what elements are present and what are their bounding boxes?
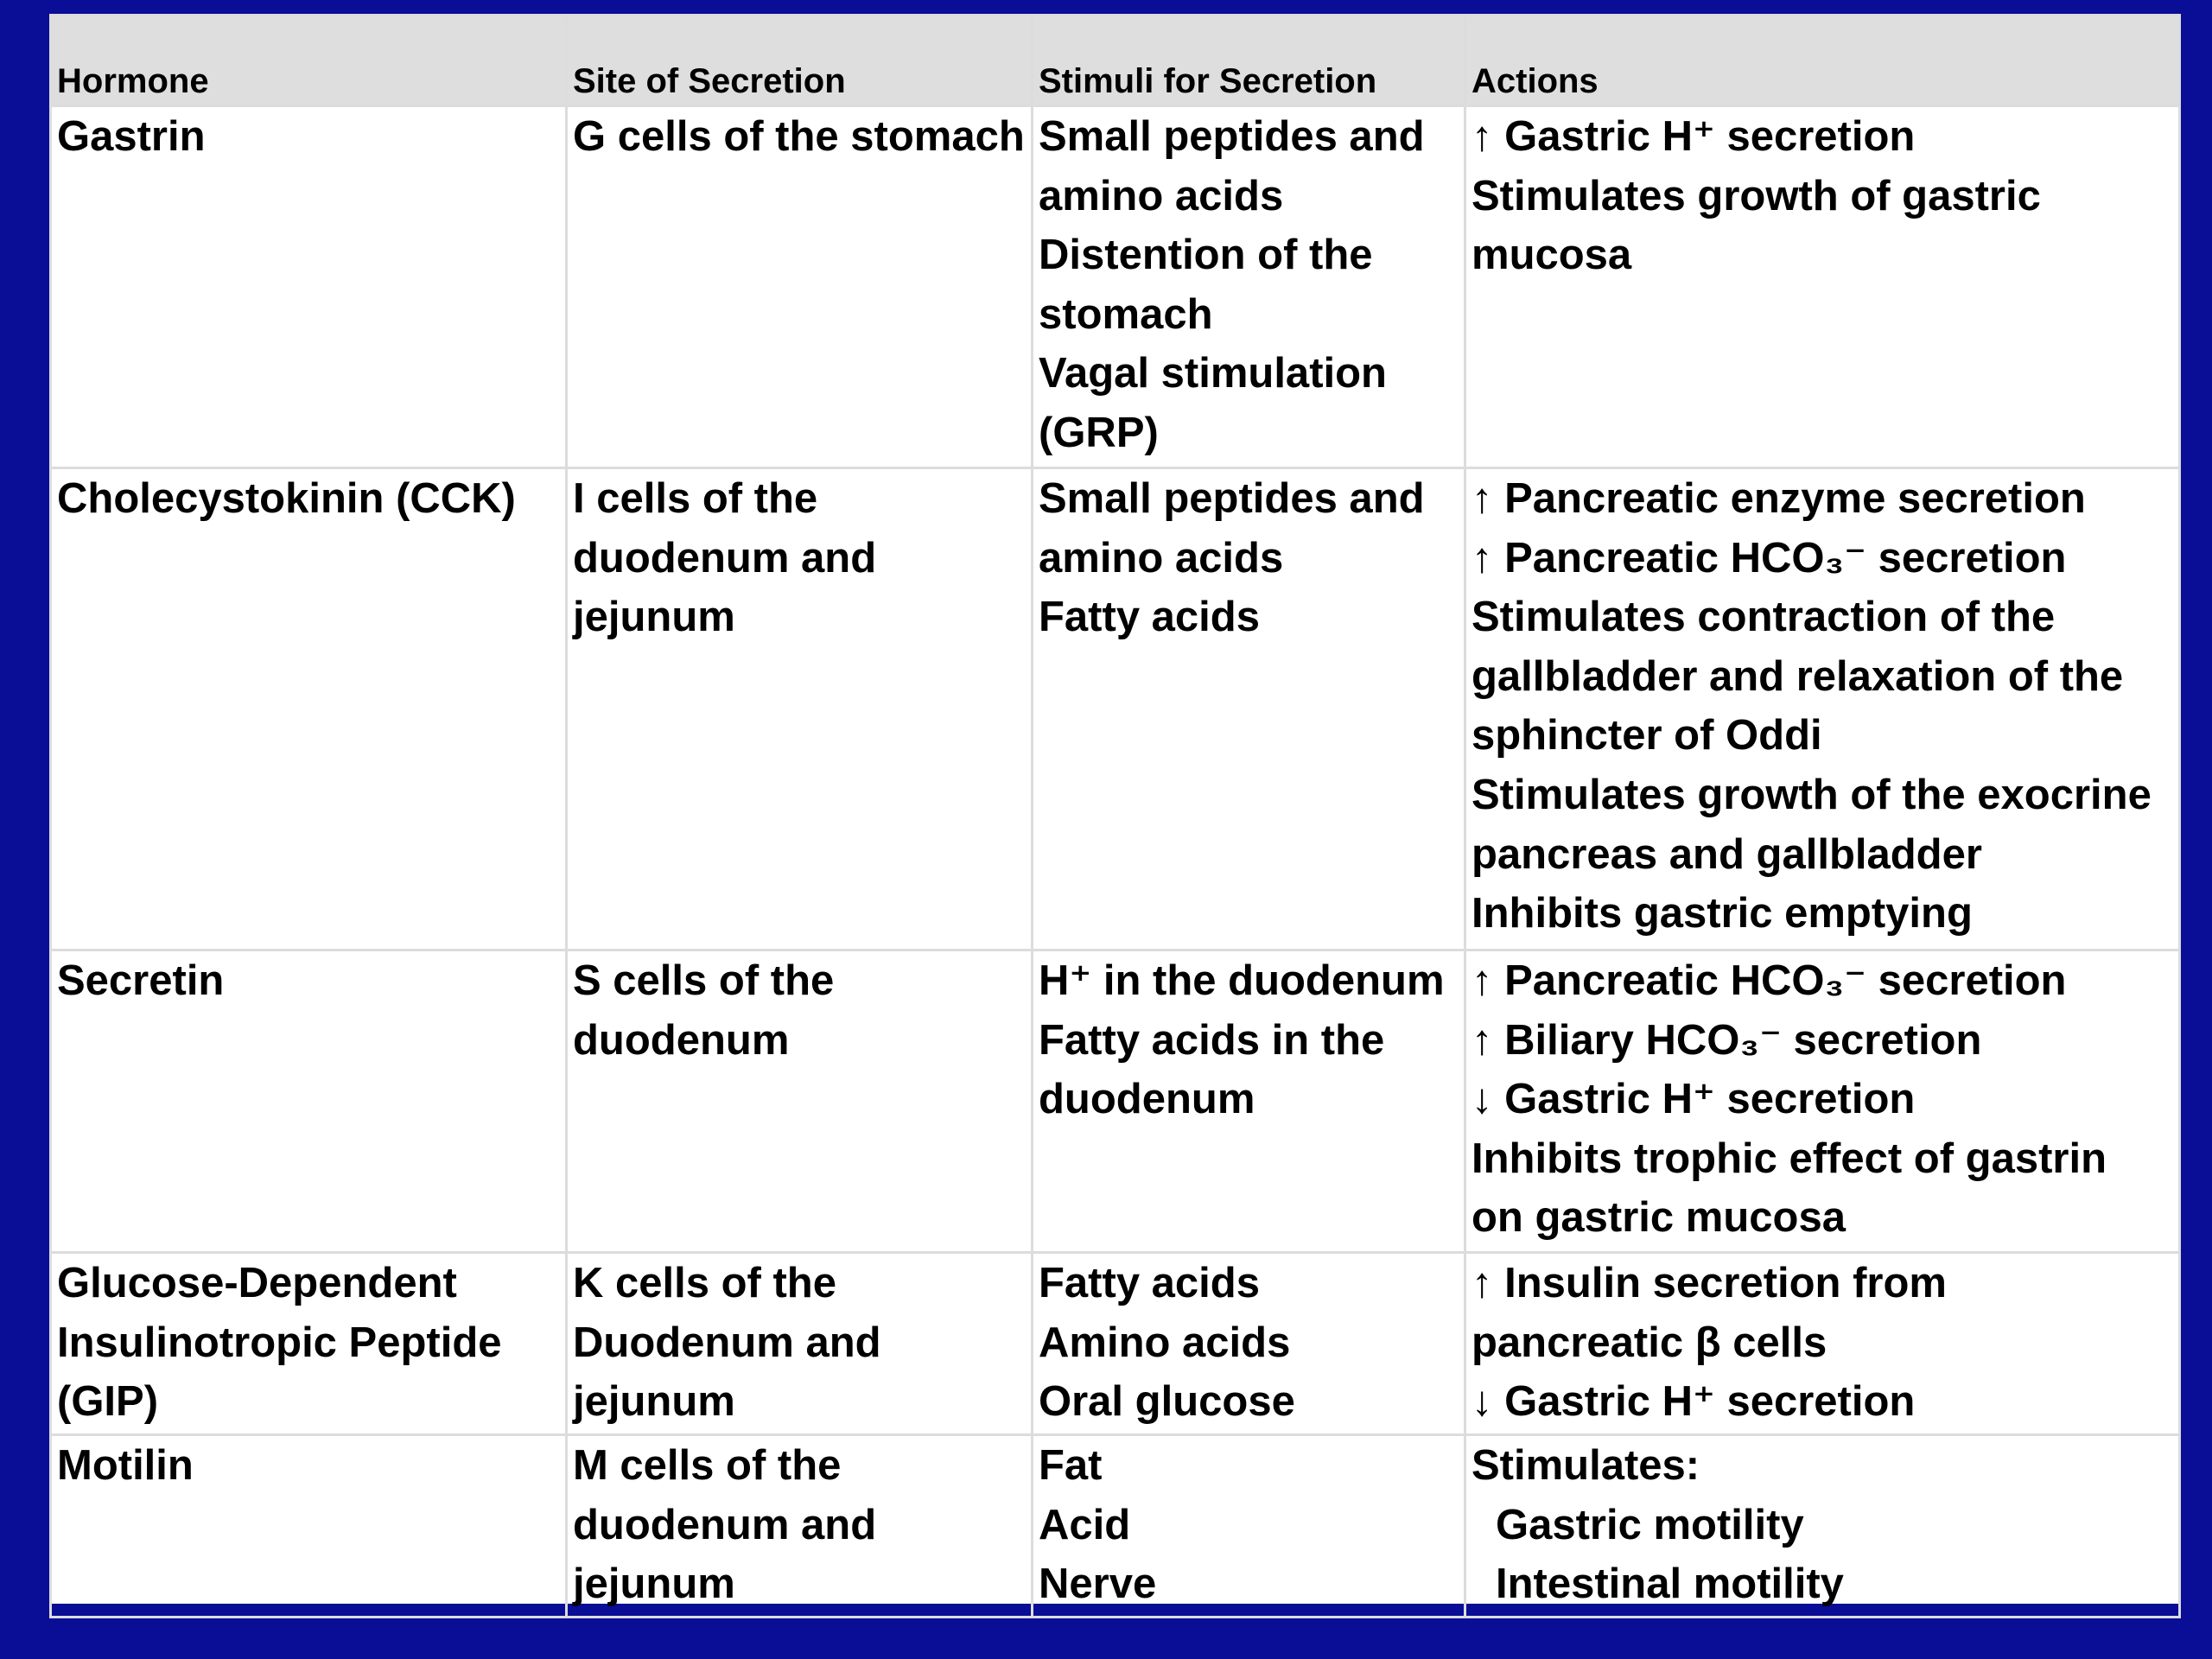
cell-line: pancreatic β cells <box>1471 1319 1827 1366</box>
site-cell <box>567 950 1033 1253</box>
cell-line: mucosa <box>1471 232 1632 279</box>
cell-line: Inhibits trophic effect of gastrin <box>1471 1135 2107 1182</box>
cell-line: M cells of the <box>573 1442 842 1489</box>
actions-cell <box>1465 950 2180 1253</box>
stimuli-cell <box>1033 468 1465 950</box>
cell-line: Fatty acids in the <box>1039 1016 1385 1064</box>
cell-line: ↑ Gastric H⁺ secretion <box>1471 113 1916 160</box>
cell-line: gallbladder and relaxation of the <box>1471 652 2124 700</box>
cell-line: Small peptides and <box>1039 475 1425 522</box>
cell-line: ↑ Insulin secretion from <box>1471 1260 1947 1306</box>
table-row <box>51 106 2180 468</box>
table-row <box>51 1253 2180 1435</box>
cell-line: Motilin <box>57 1442 194 1489</box>
cell-line: duodenum <box>573 1016 790 1064</box>
cell-line: Glucose-Dependent <box>57 1260 457 1306</box>
stimuli-cell <box>1033 1253 1465 1435</box>
cell-line: amino acids <box>1039 534 1284 582</box>
cell-line: ↑ Pancreatic HCO₃⁻ secretion <box>1471 957 2067 1004</box>
cell-line: I cells of the <box>573 475 818 522</box>
cell-line: Small peptides and <box>1039 113 1425 160</box>
hormone-cell <box>51 1435 567 1618</box>
cell-line: Insulinotropic Peptide <box>57 1319 502 1366</box>
cell-line: Fat <box>1039 1442 1103 1489</box>
cell-line: Amino acids <box>1039 1319 1291 1366</box>
slide-panel <box>49 14 2178 1608</box>
cell-line: Fatty acids <box>1039 594 1260 641</box>
cell-line: jejunum <box>573 1560 735 1608</box>
cell-line: duodenum and <box>573 1501 877 1548</box>
cell-line: Intestinal motility <box>1496 1560 1844 1608</box>
hormone-cell <box>51 468 567 950</box>
cell-line: duodenum <box>1039 1076 1255 1123</box>
cell-line: Fatty acids <box>1039 1260 1260 1306</box>
cell-line: (GRP) <box>1039 409 1159 456</box>
header-row <box>51 16 2180 106</box>
cell-line: Cholecystokinin (CCK) <box>57 475 516 522</box>
cell-line: G cells of the stomach <box>573 113 1025 160</box>
stimuli-cell <box>1033 106 1465 468</box>
cell-line: Gastrin <box>57 113 206 160</box>
cell-line: Acid <box>1039 1501 1131 1548</box>
header-hormone: Hormone <box>51 16 567 106</box>
cell-line: amino acids <box>1039 172 1284 219</box>
table-row <box>51 468 2180 950</box>
actions-cell <box>1465 468 2180 950</box>
cell-line: H⁺ in the duodenum <box>1039 957 1445 1004</box>
header-site-of-secretion: Site of Secretion <box>567 16 1033 106</box>
actions-cell <box>1465 106 2180 468</box>
header-actions: Actions <box>1465 16 2180 106</box>
cell-line: Gastric motility <box>1496 1501 1804 1548</box>
site-cell <box>567 1253 1033 1435</box>
cell-line: sphincter of Oddi <box>1471 712 1822 760</box>
cell-line: ↓ Gastric H⁺ secretion <box>1471 1076 1916 1123</box>
table-row <box>51 950 2180 1253</box>
cell-line: Stimulates growth of the exocrine <box>1471 771 2152 818</box>
cell-line: on gastric mucosa <box>1471 1194 1846 1242</box>
cell-line: Stimulates: <box>1471 1442 1700 1489</box>
cell-line: Nerve <box>1039 1560 1157 1608</box>
cell-line: ↓ Gastric H⁺ secretion <box>1471 1378 1916 1426</box>
gi-hormones-table <box>49 14 2181 1618</box>
hormone-cell <box>51 1253 567 1435</box>
actions-cell <box>1465 1253 2180 1435</box>
table-row <box>51 1435 2180 1618</box>
cell-line: ↑ Pancreatic enzyme secretion <box>1471 475 2086 522</box>
hormone-cell <box>51 106 567 468</box>
stimuli-cell <box>1033 1435 1465 1618</box>
cell-line: Duodenum and <box>573 1319 881 1366</box>
cell-line: ↑ Biliary HCO₃⁻ secretion <box>1471 1016 1982 1064</box>
cell-line: stomach <box>1039 290 1213 338</box>
cell-line: duodenum and <box>573 534 877 582</box>
cell-line: (GIP) <box>57 1378 159 1426</box>
site-cell <box>567 468 1033 950</box>
site-cell <box>567 1435 1033 1618</box>
cell-line: Oral glucose <box>1039 1378 1295 1426</box>
cell-line: ↑ Pancreatic HCO₃⁻ secretion <box>1471 534 2067 582</box>
cell-line: Stimulates growth of gastric <box>1471 172 2041 219</box>
cell-line: S cells of the <box>573 957 835 1004</box>
cell-line: Secretin <box>57 957 225 1004</box>
stimuli-cell <box>1033 950 1465 1253</box>
cell-line: Vagal stimulation <box>1039 350 1387 397</box>
header-stimuli-for-secretion: Stimuli for Secretion <box>1033 16 1465 106</box>
cell-line: jejunum <box>573 594 735 641</box>
hormone-cell <box>51 950 567 1253</box>
actions-cell <box>1465 1435 2180 1618</box>
cell-line: K cells of the <box>573 1260 836 1306</box>
cell-line: jejunum <box>573 1378 735 1426</box>
cell-line: pancreas and gallbladder <box>1471 830 1982 878</box>
site-cell <box>567 106 1033 468</box>
cell-line: Stimulates contraction of the <box>1471 594 2056 641</box>
cell-line: Distention of the <box>1039 232 1373 279</box>
cell-line: Inhibits gastric emptying <box>1471 890 1973 938</box>
